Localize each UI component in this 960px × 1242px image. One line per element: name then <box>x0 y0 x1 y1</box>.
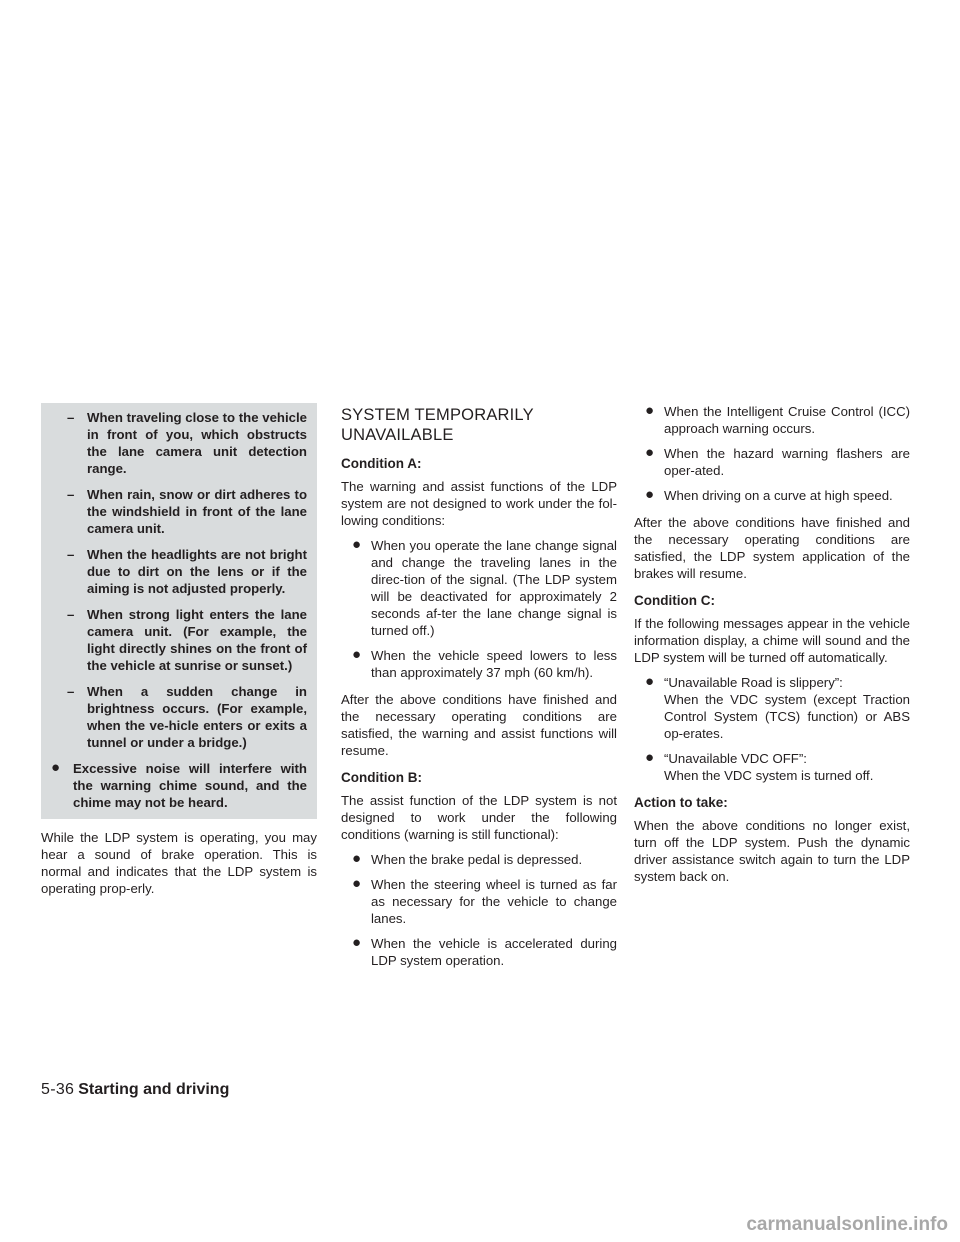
dash-mark: – <box>67 607 75 622</box>
bullet-icon: ● <box>51 759 61 776</box>
condition-a-list <box>341 537 617 681</box>
condition-dash-item <box>51 606 307 674</box>
bullet-icon: ● <box>645 749 655 766</box>
right-column <box>634 403 910 885</box>
watermark: carmanualsonline.info <box>746 1214 948 1235</box>
message-description: When the VDC system is turned off. <box>664 768 874 783</box>
dash-text: When the headlights are not bright due to dirt on the lens or if the aiming is not adjusted properly. <box>87 547 307 596</box>
section-heading-line2: UNAVAILABLE <box>341 426 454 444</box>
list-item <box>341 647 617 681</box>
list-item <box>341 537 617 639</box>
list-item-text: When driving on a curve at high speed. <box>664 488 893 503</box>
bullet-icon: ● <box>645 444 655 461</box>
caution-bullet-text: Excessive noise will interfere with the warning chime sound, and the chime may not be heard. <box>73 761 307 810</box>
dash-text: When rain, snow or dirt adheres to the windshield in front of the lane camera unit. <box>87 487 307 536</box>
message-item <box>634 750 910 784</box>
page-number: 5-36 <box>41 1081 75 1098</box>
page-footer <box>41 1081 229 1099</box>
condition-b-heading: Condition B: <box>341 770 422 785</box>
message-item <box>634 674 910 742</box>
dash-text: When traveling close to the vehicle in front of you, which obstructs the lane camera unit detection range. <box>87 410 307 476</box>
dash-mark: – <box>67 487 75 502</box>
condition-dash-item <box>51 409 307 477</box>
dash-text: When a sudden change in brightness occurs. (For example, when the ve-hicle enters or exits a tunnel or under a bridge.) <box>87 684 307 750</box>
section-heading-line1: SYSTEM TEMPORARILY <box>341 406 534 424</box>
dash-mark: – <box>67 410 75 425</box>
list-item-text: When the brake pedal is depressed. <box>371 852 583 867</box>
left-column <box>41 403 317 897</box>
condition-a-intro: The warning and assist functions of the LDP system are not designed to work under the fol-lowing conditions: <box>341 479 617 528</box>
dash-text: When strong light enters the lane camera unit. (For example, the light directly shines on the front of the vehicle at sunrise or sunset.) <box>87 607 307 673</box>
list-item-text: When the hazard warning flashers are oper-ated. <box>664 446 910 478</box>
condition-dash-item <box>51 683 307 751</box>
list-item-text: When the vehicle speed lowers to less than approximately 37 mph (60 km/h). <box>371 648 617 680</box>
list-item <box>634 403 910 437</box>
list-item <box>634 487 910 504</box>
bullet-icon: ● <box>352 646 362 663</box>
section-heading <box>341 405 617 445</box>
list-item <box>341 876 617 927</box>
condition-c-list <box>634 674 910 784</box>
caution-box <box>41 403 317 819</box>
condition-c-heading: Condition C: <box>634 593 715 608</box>
bullet-icon: ● <box>352 536 362 553</box>
list-item-text: When you operate the lane change signal and change the traveling lanes in the direc-tion of the signal. (The LDP system will be deactivated for approximately 2 seconds af-ter the lane change signal is turned off.) <box>371 538 617 638</box>
action-heading: Action to take: <box>634 795 728 810</box>
list-item-text: When the Intelligent Cruise Control (ICC) approach warning occurs. <box>664 404 910 436</box>
action-text: When the above conditions no longer exist, turn off the LDP system. Push the dynamic driver assistance switch again to turn the LDP system back on. <box>634 818 910 884</box>
condition-a-heading: Condition A: <box>341 456 422 471</box>
bullet-icon: ● <box>645 486 655 503</box>
list-item-text: When the vehicle is accelerated during LDP system operation. <box>371 936 617 968</box>
condition-dash-item <box>51 546 307 597</box>
condition-b-list <box>341 851 617 969</box>
bullet-icon: ● <box>352 934 362 951</box>
message-label: “Unavailable VDC OFF”: <box>664 751 807 766</box>
condition-b-after: After the above conditions have finished and the necessary operating conditions are satisfied, the LDP system application of the brakes will resume. <box>634 515 910 581</box>
dash-mark: – <box>67 684 75 699</box>
condition-a-after: After the above conditions have finished and the necessary operating conditions are satisfied, the warning and assist functions will resume. <box>341 692 617 758</box>
list-item <box>341 935 617 969</box>
brake-sound-paragraph: While the LDP system is operating, you may hear a sound of brake operation. This is normal and indicates that the LDP system is operating prop-erly. <box>41 830 317 896</box>
bullet-icon: ● <box>645 673 655 690</box>
list-item <box>341 851 617 868</box>
caution-bullet-item <box>51 760 307 811</box>
chapter-title: Starting and driving <box>78 1081 230 1098</box>
bullet-icon: ● <box>352 850 362 867</box>
bullet-icon: ● <box>645 402 655 419</box>
middle-column <box>341 403 617 969</box>
condition-b-list-continued <box>634 403 910 504</box>
list-item <box>634 445 910 479</box>
bullet-icon: ● <box>352 875 362 892</box>
condition-dash-item <box>51 486 307 537</box>
condition-c-intro: If the following messages appear in the vehicle information display, a chime will sound and the LDP system will be turned off automatically. <box>634 616 910 665</box>
condition-b-intro: The assist function of the LDP system is not designed to work under the following conditions (warning is still functional): <box>341 793 617 842</box>
dash-mark: – <box>67 547 75 562</box>
message-description: When the VDC system (except Traction Control System (TCS) function) or ABS op-erates. <box>664 692 910 741</box>
message-label: “Unavailable Road is slippery”: <box>664 675 843 690</box>
list-item-text: When the steering wheel is turned as far as necessary for the vehicle to change lanes. <box>371 877 617 926</box>
